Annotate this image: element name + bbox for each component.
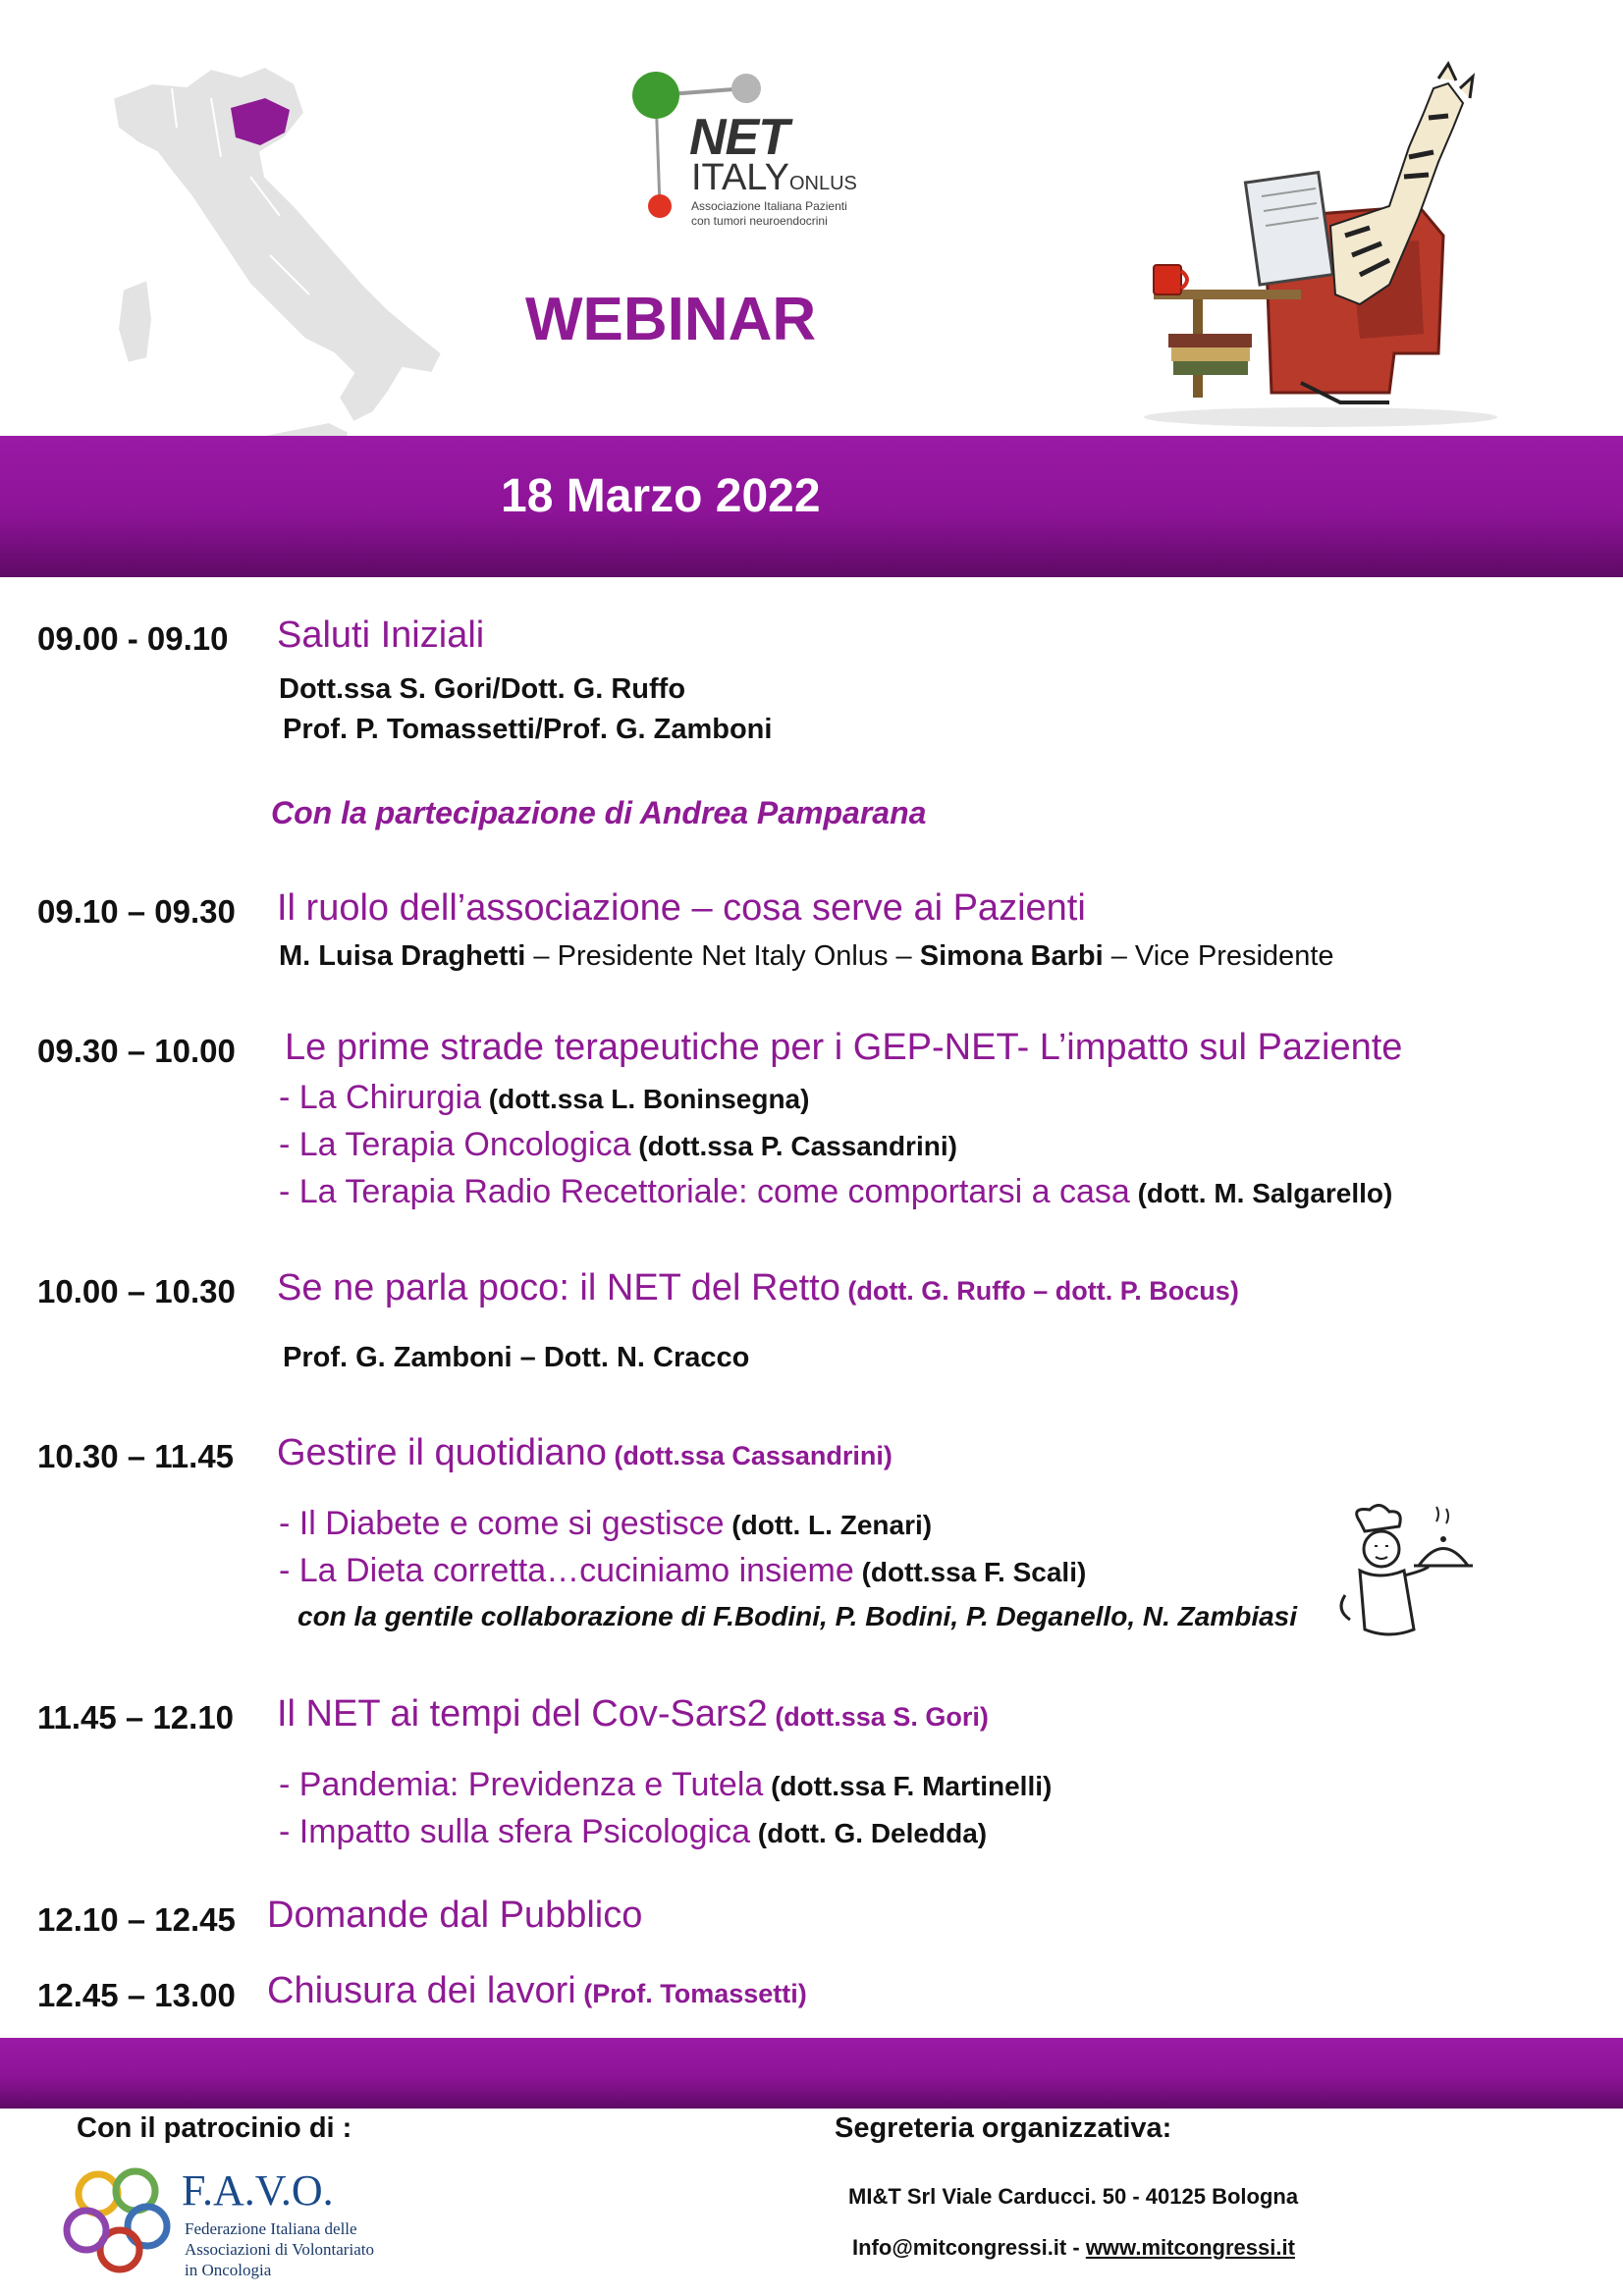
favo-name: F.A.V.O. <box>182 2166 334 2215</box>
session-title: Saluti Iniziali <box>277 614 485 656</box>
item-speaker: (dott. M. Salgarello) <box>1129 1178 1393 1208</box>
session-time: 09.00 - 09.10 <box>37 620 229 657</box>
list-item <box>279 1173 1392 1211</box>
session-time: 11.45 – 12.10 <box>37 1699 235 1735</box>
secretariat-label: Segreteria organizzativa: <box>835 2112 1172 2144</box>
favo-logo-icon <box>59 2160 177 2277</box>
session-time: 12.10 – 12.45 <box>37 1901 236 1938</box>
item-speaker: (dott.ssa F. Martinelli) <box>763 1771 1053 1801</box>
secretariat-address: MI&T Srl Viale Carducci. 50 - 40125 Bologna <box>848 2184 1299 2209</box>
session-title <box>277 1267 1239 1309</box>
session-title-text: Se ne parla poco: il NET del Retto <box>277 1267 840 1308</box>
item-speaker: (dott.ssa L. Boninsegna) <box>480 1084 810 1114</box>
email-link[interactable]: Info@mitcongressi.it <box>852 2235 1067 2260</box>
session-note: (dott.ssa S. Gori) <box>767 1702 989 1732</box>
list-item <box>279 1505 932 1543</box>
item-label: - La Terapia Oncologica <box>279 1126 631 1163</box>
logo-tagline-1: Associazione Italiana Pazienti <box>691 199 847 213</box>
session-speakers <box>279 940 1334 973</box>
favo-line: Associazioni di Volontariato <box>185 2240 374 2259</box>
logo-italy-text <box>691 157 857 199</box>
net-italy-logo <box>628 64 884 236</box>
session-speakers: Prof. P. Tomassetti/Prof. G. Zamboni <box>283 714 773 745</box>
session-title-text: Chiusura dei lavori <box>267 1970 576 2011</box>
logo-net-text: NET <box>689 109 788 166</box>
session-title: Il ruolo dell’associazione – cosa serve ai Pazienti <box>277 887 1086 929</box>
session-note: (Prof. Tomassetti) <box>575 1979 807 2008</box>
contact-separator: - <box>1066 2235 1086 2260</box>
session-time: 09.10 – 09.30 <box>37 893 236 930</box>
item-speaker: (dott. L. Zenari) <box>724 1510 933 1540</box>
item-label: - Pandemia: Previdenza e Tutela <box>279 1766 764 1803</box>
item-label: - Impatto sulla sfera Psicologica <box>279 1813 750 1850</box>
guest-note: Con la partecipazione di Andrea Pamparana <box>271 795 927 830</box>
item-label: - Il Diabete e come si gestisce <box>279 1505 725 1542</box>
session-note: (dott. G. Ruffo – dott. P. Bocus) <box>839 1276 1239 1306</box>
session-title-text: Gestire il quotidiano <box>277 1432 607 1473</box>
session-time: 10.00 – 10.30 <box>37 1273 236 1309</box>
website-link[interactable]: www.mitcongressi.it <box>1085 2235 1295 2260</box>
session-title: Le prime strade terapeutiche per i GEP-NET- L’impatto sul Paziente <box>285 1027 1403 1068</box>
list-item <box>279 1126 957 1164</box>
item-speaker: (dott.ssa F. Scali) <box>853 1557 1087 1587</box>
session-time: 09.30 – 10.00 <box>37 1033 236 1069</box>
item-label: - La Dieta corretta…cuciniamo insieme <box>279 1552 854 1589</box>
logo-tagline-2: con tumori neuroendocrini <box>691 214 828 228</box>
list-item <box>279 1079 809 1117</box>
session-speakers: Prof. G. Zamboni – Dott. N. Cracco <box>283 1342 750 1373</box>
list-item <box>279 1552 1086 1590</box>
speaker-name: Simona Barbi <box>919 940 1104 972</box>
session-title: Domande dal Pubblico <box>267 1895 643 1936</box>
logo-italy-word: ITALY <box>691 157 789 198</box>
favo-description <box>185 2218 374 2280</box>
list-item <box>279 1766 1052 1804</box>
italy-map <box>93 59 466 491</box>
speaker-name: M. Luisa Draghetti <box>279 940 526 972</box>
session-title-text: Il NET ai tempi del Cov-Sars2 <box>277 1693 768 1735</box>
page-title: WEBINAR <box>525 286 817 353</box>
item-label: - La Chirurgia <box>279 1079 481 1116</box>
session-time: 12.45 – 13.00 <box>37 1977 236 2013</box>
favo-line: Federazione Italiana delle <box>185 2219 357 2238</box>
collaboration-note: con la gentile collaborazione di F.Bodini, P. Bodini, P. Deganello, N. Zambiasi <box>298 1601 1298 1631</box>
session-title <box>267 1970 807 2012</box>
chef-illustration <box>1330 1502 1478 1649</box>
item-speaker: (dott.ssa P. Cassandrini) <box>630 1131 957 1161</box>
patronage-label: Con il patrocinio di : <box>77 2112 352 2144</box>
zebra-reading-illustration <box>1095 59 1517 432</box>
logo-onlus-word: ONLUS <box>788 173 857 194</box>
session-speakers: Dott.ssa S. Gori/Dott. G. Ruffo <box>279 673 686 705</box>
secretariat-contacts <box>852 2235 1295 2261</box>
event-date: 18 Marzo 2022 <box>501 470 821 522</box>
speaker-role: – Vice Presidente <box>1103 940 1334 972</box>
item-label: - La Terapia Radio Recettoriale: come comportarsi a casa <box>279 1173 1130 1210</box>
session-time: 10.30 – 11.45 <box>37 1438 235 1474</box>
session-title <box>277 1432 893 1474</box>
list-item <box>279 1813 987 1851</box>
footer-band <box>0 2038 1623 2109</box>
item-speaker: (dott. G. Deledda) <box>749 1818 988 1848</box>
session-note: (dott.ssa Cassandrini) <box>606 1441 893 1470</box>
session-title <box>277 1693 989 1735</box>
speaker-role: – Presidente Net Italy Onlus – <box>525 940 920 972</box>
favo-line: in Oncologia <box>185 2261 272 2279</box>
